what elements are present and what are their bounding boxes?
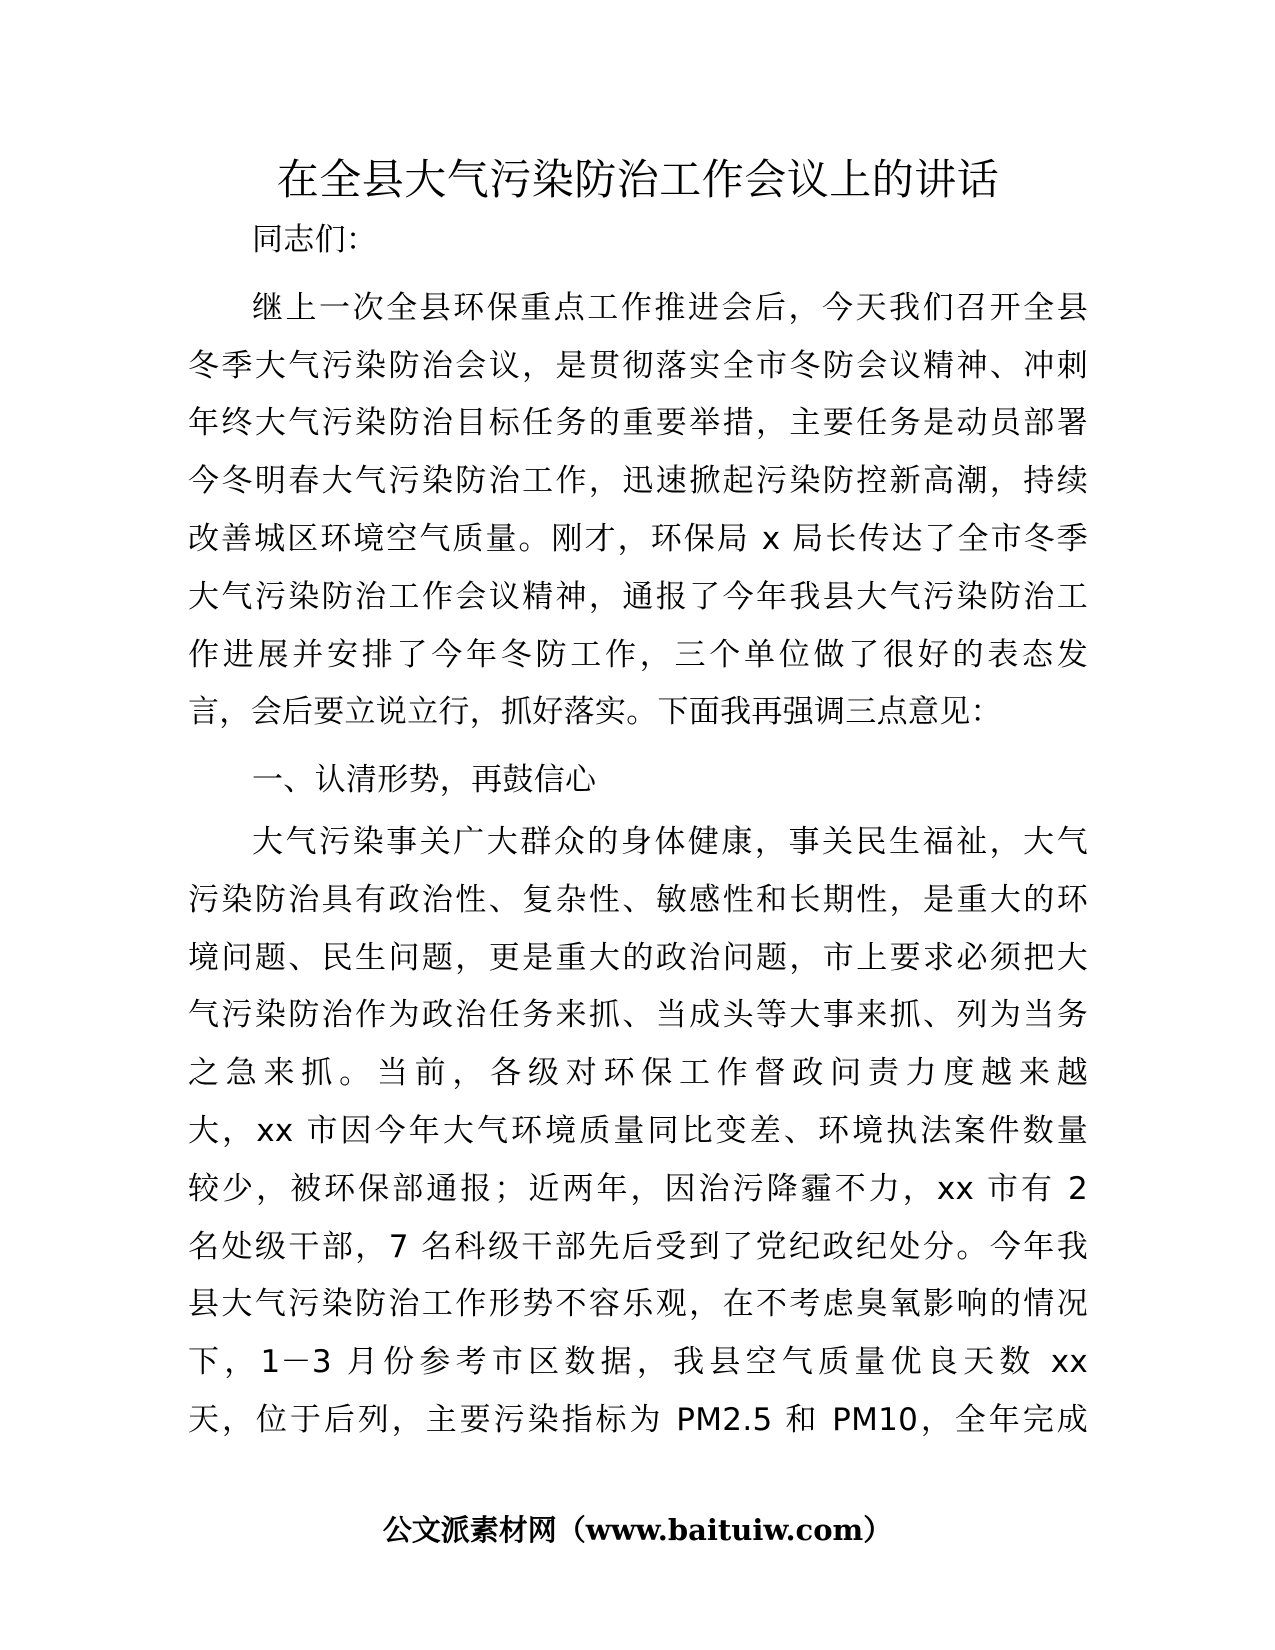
footer-watermark: 公文派素材网（www.baituiw.com） bbox=[382, 1513, 893, 1547]
paragraph-line: 大气污染事关广大群众的身体健康，事关民生福祉，大气 bbox=[252, 823, 1088, 860]
paragraph-line: 污染防治具有政治性、复杂性、敏感性和长期性，是重大的环 bbox=[188, 881, 1088, 918]
paragraph-line: 继上一次全县环保重点工作推进会后，今天我们召开全县 bbox=[252, 289, 1088, 326]
paragraph-line: 天，位于后列，主要污染指标为 PM2.5 和 PM10，全年完成 bbox=[188, 1401, 1088, 1438]
paragraph-line: 名处级干部，7 名科级干部先后受到了党纪政纪处分。今年我 bbox=[188, 1228, 1088, 1265]
paragraph-line: 气污染防治作为政治任务来抓、当成头等大事来抓、列为当务 bbox=[188, 997, 1088, 1034]
paragraph-line: 之急来抓。当前，各级对环保工作督政问责力度越来越 bbox=[188, 1055, 1088, 1092]
salutation: 同志们： bbox=[252, 222, 378, 258]
paragraph-line: 较少，被环保部通报；近两年，因治污降霾不力，xx 市有 2 bbox=[188, 1170, 1088, 1207]
document-page bbox=[188, 150, 1088, 1450]
paragraph-line: 冬季大气污染防治会议，是贯彻落实全市冬防会议精神、冲刺 bbox=[188, 347, 1088, 384]
paragraph-line: 言，会后要立说立行，抓好落实。下面我再强调三点意见： bbox=[188, 694, 1002, 731]
paragraph-line: 改善城区环境空气质量。刚才，环保局 x 局长传达了全市冬季 bbox=[188, 520, 1088, 557]
paragraph-line: 下，1－3 月份参考市区数据，我县空气质量优良天数 xx bbox=[188, 1344, 1088, 1381]
paragraph-line: 县大气污染防治工作形势不容乐观，在不考虑臭氧影响的情况 bbox=[188, 1286, 1088, 1323]
document-title: 在全县大气污染防治工作会议上的讲话 bbox=[276, 155, 1000, 204]
section-heading: 一、认清形势，再鼓信心 bbox=[252, 762, 597, 799]
paragraph-line: 大，xx 市因今年大气环境质量同比变差、环境执法案件数量 bbox=[188, 1112, 1088, 1149]
paragraph-1 bbox=[188, 280, 1088, 742]
paragraph-line: 今冬明春大气污染防治工作，迅速掀起污染防控新高潮，持续 bbox=[188, 463, 1088, 500]
paragraph-2 bbox=[188, 814, 1088, 1450]
paragraph-line: 年终大气污染防治目标任务的重要举措，主要任务是动员部署 bbox=[188, 405, 1088, 442]
paragraph-line: 大气污染防治工作会议精神，通报了今年我县大气污染防治工 bbox=[188, 578, 1088, 615]
paragraph-line: 境问题、民生问题，更是重大的政治问题，市上要求必须把大 bbox=[188, 939, 1088, 976]
paragraph-line: 作进展并安排了今年冬防工作，三个单位做了很好的表态发 bbox=[188, 636, 1088, 673]
paragraph-gap bbox=[188, 742, 1088, 752]
